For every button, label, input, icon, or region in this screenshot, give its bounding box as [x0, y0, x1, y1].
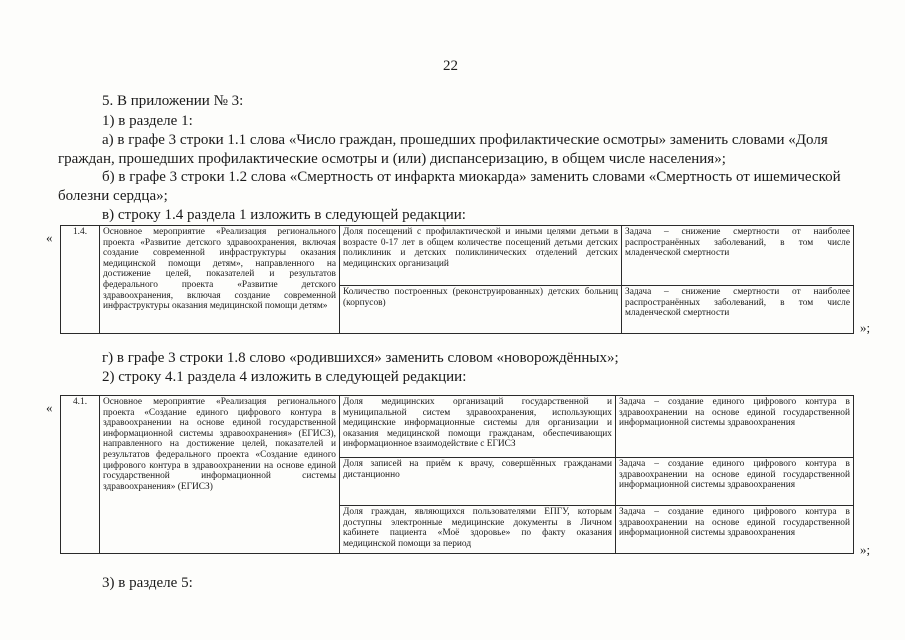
event-cell: Основное мероприятие «Реализация регионального проекта «Развитие детского здравоохранения, включая создание современной инфраструктуры оказания медицинской помощи детям», направленного на достижение целей, показателей и результатов федерального проекта «Развитие детского здравоохранения, включая создание современной инфраструктуры оказания медицинской помощи детям»: [100, 226, 340, 334]
task-cell: Задача – снижение смертности от наиболее распространённых заболеваний, в том числе младенческой смертности: [622, 286, 854, 334]
indicator-cell: Доля граждан, являющихся пользователями ЕПГУ, которым доступны электронные медицинские документы в Личном кабинете пациента «Моё здоровье» по факту оказания медицинской помощи за период: [340, 506, 616, 554]
row-number: 4.1.: [61, 396, 100, 554]
quote-close-2: »;: [860, 542, 871, 557]
quote-open-2: «: [46, 400, 53, 415]
paragraph-section-5: 3) в разделе 5:: [102, 575, 193, 591]
page-number: 22: [443, 58, 458, 74]
task-cell: Задача – снижение смертности от наиболее распространённых заболеваний, в том числе младенческой смертности: [622, 226, 854, 286]
row-number: 1.4.: [61, 226, 100, 334]
quote-close-1: »;: [860, 320, 871, 335]
table-row: [61, 396, 854, 458]
paragraph-a-line-2: граждан, прошедших профилактические осмотры и (или) диспансеризацию, в общем числе населения»;: [58, 151, 726, 167]
event-cell: Основное мероприятие «Реализация регионального проекта «Создание единого цифрового контура в здравоохранении на основе единой государственной информационной системы здравоохранения» (ЕГИСЗ), направленного на достижение целей, показателей и результатов федерального проекта «Создание единого цифрового контура в здравоохранении на основе единой государственной информационной системы здравоохранения» (ЕГИСЗ): [100, 396, 340, 554]
paragraph-b-line-2: болезни сердца»;: [58, 188, 168, 204]
paragraph-section-1: 1) в разделе 1:: [102, 113, 193, 129]
paragraph-a-line-1: а) в графе 3 строки 1.1 слова «Число граждан, прошедших профилактические осмотры» заменить словами «Доля: [102, 132, 828, 148]
quote-open-1: «: [46, 230, 53, 245]
table-row: [61, 226, 854, 286]
indicator-cell: Доля медицинских организаций государственной и муниципальной систем здравоохранения, использующих медицинские информационные системы для организации и оказания медицинской помощи гражданам, обеспечивающих информационное взаимодействие с ЕГИСЗ: [340, 396, 616, 458]
task-cell: Задача – создание единого цифрового контура в здравоохранении на основе единой государственной информационной системы здравоохранения: [616, 458, 854, 506]
indicator-cell: Количество построенных (реконструированных) детских больниц (корпусов): [340, 286, 622, 334]
paragraph-section-4: 2) строку 4.1 раздела 4 изложить в следующей редакции:: [102, 369, 467, 385]
task-cell: Задача – создание единого цифрового контура в здравоохранении на основе единой государственной информационной системы здравоохранения: [616, 506, 854, 554]
table-row-4-1: [60, 395, 854, 554]
indicator-cell: Доля посещений с профилактической и иными целями детьми в возрасте 0-17 лет в общем количестве посещений детьми детских поликлиник и детских поликлинических отделений детских медицинских организаций: [340, 226, 622, 286]
table-row-1-4: [60, 225, 854, 334]
task-cell: Задача – создание единого цифрового контура в здравоохранении на основе единой государственной информационной системы здравоохранения: [616, 396, 854, 458]
paragraph-g: г) в графе 3 строки 1.8 слово «родившихся» заменить словом «новорождённых»;: [102, 350, 619, 366]
indicator-cell: Доля записей на приём к врачу, совершённых гражданами дистанционно: [340, 458, 616, 506]
paragraph-b-line-1: б) в графе 3 строки 1.2 слова «Смертность от инфаркта миокарда» заменить словами «Смертность от ишемической: [102, 169, 841, 185]
paragraph-appendix-3: 5. В приложении № 3:: [102, 93, 244, 109]
paragraph-v: в) строку 1.4 раздела 1 изложить в следующей редакции:: [102, 207, 466, 223]
